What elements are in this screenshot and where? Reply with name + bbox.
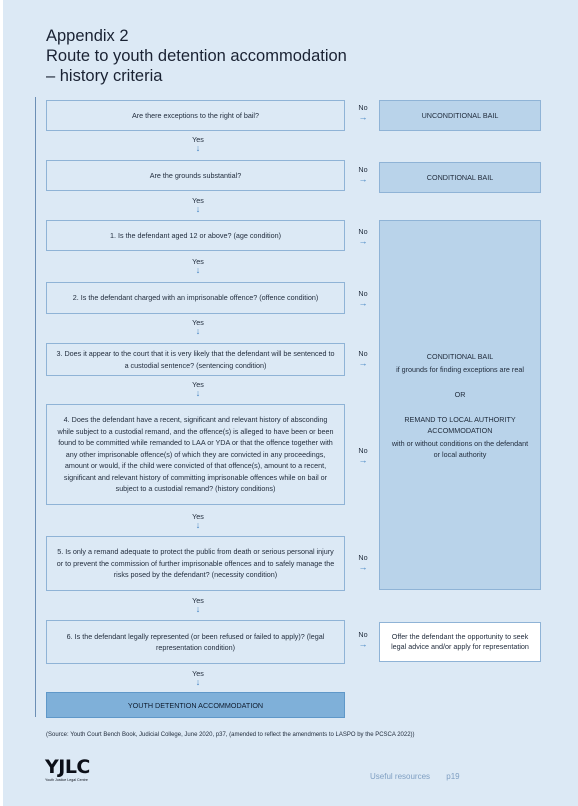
arrow-right-icon: → [358,298,368,308]
outcome-subtext: if grounds for finding exceptions are real [396,364,524,374]
title-line-3: – history criteria [46,67,163,85]
final-text: YOUTH DETENTION ACCOMMODATION [127,700,264,710]
question-box-bail-exceptions [46,100,345,131]
title-line-2: Route to youth detention accommodation [46,47,347,65]
no-connector-6 [349,446,377,465]
no-label: No [358,553,368,562]
yjlc-logo [45,758,90,782]
no-connector-3 [349,227,377,246]
outcome-text: CONDITIONAL BAIL [426,173,494,182]
yes-label: Yes [192,257,204,266]
question-box-age-condition [46,220,345,251]
question-box-history-conditions [46,404,345,505]
outcome-or: OR [454,389,466,399]
page-title [46,26,347,86]
no-label: No [358,446,368,455]
arrow-right-icon: → [358,236,368,246]
no-label: No [358,349,368,358]
no-connector-5 [349,349,377,368]
yes-connector-4 [183,318,213,336]
yes-label: Yes [192,196,204,205]
yes-label: Yes [192,135,204,144]
yes-connector-1 [183,135,213,153]
arrow-down-icon: ↓ [195,388,201,398]
outcome-heading: CONDITIONAL BAIL [426,351,494,361]
question-box-sentencing-condition [46,343,345,376]
yes-label: Yes [192,318,204,327]
outcome-legal-advice [379,622,541,662]
yes-label: Yes [192,512,204,521]
no-label: No [358,630,368,639]
question-box-offence-condition [46,282,345,314]
yes-connector-6 [183,512,213,530]
no-connector-8 [349,630,377,649]
arrow-down-icon: ↓ [195,265,201,275]
yes-label: Yes [192,596,204,605]
no-label: No [358,227,368,236]
arrow-down-icon: ↓ [195,604,201,614]
question-box-substantial-grounds [46,160,345,191]
arrow-right-icon: → [358,562,368,572]
question-box-necessity-condition [46,536,345,591]
title-line-1: Appendix 2 [46,27,129,45]
question-text: 1. Is the defendant aged 12 or above? (age condition) [109,230,282,240]
no-connector-2 [349,165,377,184]
arrow-right-icon: → [358,455,368,465]
question-text: 5. Is only a remand adequate to protect the public from death or serious personal injury or to prevent the commission of further imprisonable offences and to safely manage the risks posed by the defendant? (necessity condition) [56,547,335,580]
arrow-right-icon: → [358,639,368,649]
arrow-down-icon: ↓ [195,520,201,530]
no-connector-7 [349,553,377,572]
question-text: 3. Does it appear to the court that it is very likely that the defendant will be sentenced to a custodial sentence? (sentencing condition) [56,349,335,370]
no-label: No [358,289,368,298]
no-connector-1 [349,103,377,122]
arrow-right-icon: → [358,112,368,122]
question-text: 4. Does the defendant have a recent, significant and relevant history of absconding while subject to a custodial remand, and the offence(s) is alleged to have been or been found to be committed while remanded to LAA or YDA or that the offence together with any other imprisonable offence(s) of which they are convicted in any proceedings, amount or would, if the child were convicted of that offence(s), amount to a recent, significant and relevant history of committing imprisonable offences while on bail or subject to a custodial remand? (history conditions) [57,415,334,494]
arrow-right-icon: → [358,358,368,368]
outcome-unconditional-bail [379,100,541,131]
yes-connector-3 [183,257,213,275]
arrow-down-icon: ↓ [195,143,201,153]
no-label: No [358,103,368,112]
logo-tagline: Youth Justice Legal Centre [45,778,88,782]
page-number: p19 [446,772,460,781]
arrow-down-icon: ↓ [195,677,201,687]
yes-connector-8 [183,669,213,687]
yes-connector-2 [183,196,213,214]
outcome-youth-detention [46,692,345,718]
arrow-down-icon: ↓ [195,326,201,336]
yes-connector-5 [183,380,213,398]
yes-label: Yes [192,669,204,678]
no-connector-4 [349,289,377,308]
outcome-text: UNCONDITIONAL BAIL [421,111,499,120]
yes-connector-7 [183,596,213,614]
footer [370,772,460,781]
arrow-down-icon: ↓ [195,204,201,214]
question-text: 6. Is the defendant legally represented (or been refused or failed to apply)? (legal representation condition) [66,631,325,652]
left-rule [35,97,36,717]
footer-section: Useful resources [370,772,431,781]
source-note: (Source: Youth Court Bench Book, Judicial College, June 2020, p37, (amended to reflect the amendments to LASPO by the PCSCA 2022)) [46,732,415,738]
outcome-conditional-bail [379,162,541,193]
arrow-right-icon: → [358,174,368,184]
outcome-remand-heading: REMAND TO LOCAL AUTHORITY ACCOMMODATION [404,414,516,435]
logo-mark: YJLC [45,756,90,778]
no-label: No [358,165,368,174]
outcome-remand-subtext: with or without conditions on the defendant or local authority [391,438,529,459]
page [3,0,578,806]
question-box-legal-representation [46,620,345,664]
question-text: Are there exceptions to the right of bail? [131,110,260,120]
outcome-text: Offer the defendant the opportunity to seek legal advice and/or apply for representation [391,631,529,651]
yes-label: Yes [192,380,204,389]
question-text: Are the grounds substantial? [149,170,242,180]
question-text: 2. Is the defendant charged with an imprisonable offence? (offence condition) [72,293,319,303]
outcome-conditional-bail-or-remand [379,220,541,590]
